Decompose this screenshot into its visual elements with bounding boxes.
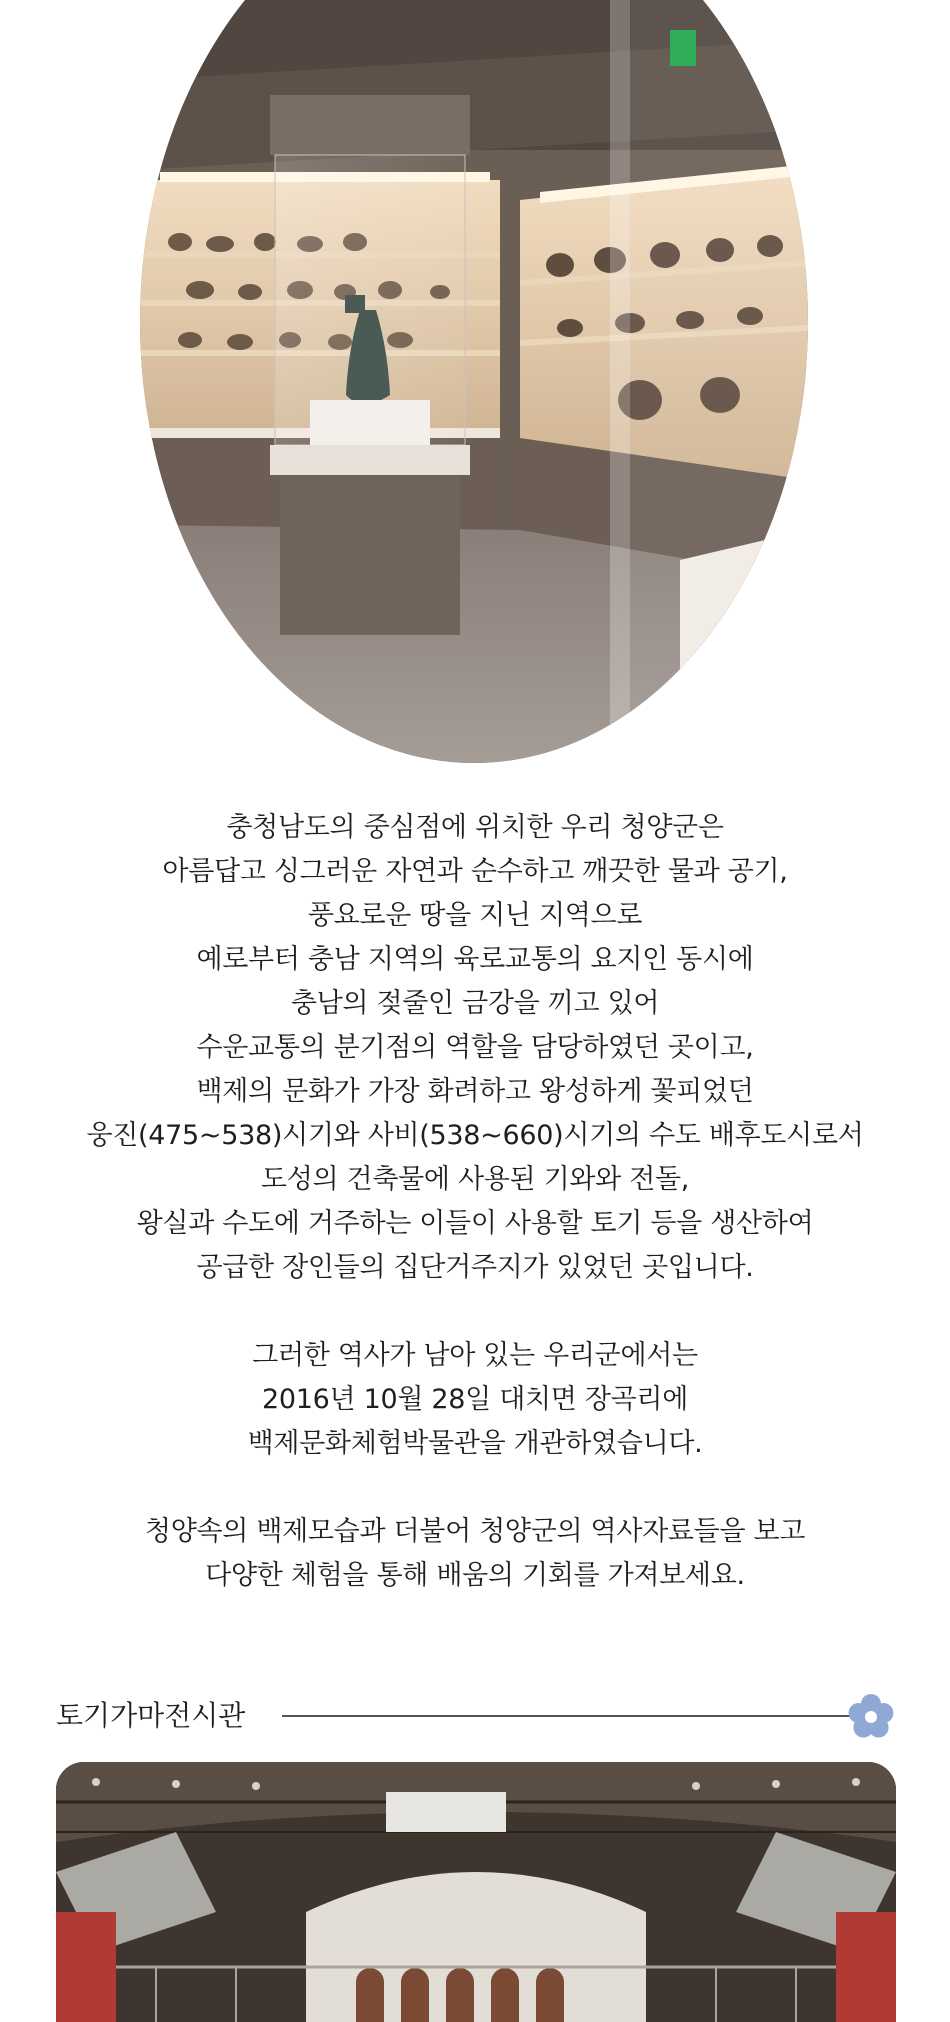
intro-line: 웅진(475~538)시기와 사비(538~660)시기의 수도 배후도시로서: [86, 1120, 864, 1151]
museum-gallery-illustration: [140, 0, 808, 763]
intro-line: 충청남도의 중심점에 위치한 우리 청양군은: [226, 812, 724, 843]
intro-line: 수운교통의 분기점의 역할을 담당하였던 곳이고,: [196, 1032, 754, 1063]
intro-line: 아름답고 싱그러운 자연과 순수하고 깨끗한 물과 공기,: [162, 856, 788, 887]
intro-line: 공급한 장인들의 집단거주지가 있었던 곳입니다.: [196, 1252, 754, 1283]
intro-line: 백제의 문화가 가장 화려하고 왕성하게 꽃피었던: [196, 1076, 754, 1107]
section-heading: [56, 1692, 896, 1740]
kiln-hall-illustration: [56, 1762, 896, 2022]
section-title: 토기가마전시관: [56, 1699, 246, 1732]
intro-paragraph: [0, 1510, 950, 1598]
intro-line: 2016년 10월 28일 대치면 장곡리에: [262, 1384, 688, 1415]
intro-line: 백제문화체험박물관을 개관하였습니다.: [247, 1428, 703, 1459]
flower-icon: [846, 1692, 896, 1742]
intro-paragraph: [0, 806, 950, 1290]
intro-line: 풍요로운 땅을 지닌 지역으로: [307, 900, 643, 931]
intro-line: 청양속의 백제모습과 더불어 청양군의 역사자료들을 보고: [144, 1516, 806, 1547]
museum-gallery-photo: [140, 0, 808, 763]
section-divider: [282, 1715, 886, 1717]
intro-line: 예로부터 충남 지역의 육로교통의 요지인 동시에: [196, 944, 754, 975]
kiln-hall-photo: [56, 1762, 896, 2022]
intro-text: [0, 806, 950, 1598]
intro-line: 그러한 역사가 남아 있는 우리군에서는: [252, 1340, 698, 1371]
intro-line: 충남의 젖줄인 금강을 끼고 있어: [290, 988, 660, 1019]
intro-line: 다양한 체험을 통해 배움의 기회를 가져보세요.: [205, 1560, 745, 1591]
intro-line: 왕실과 수도에 거주하는 이들이 사용할 토기 등을 생산하여: [136, 1208, 814, 1239]
intro-paragraph: [0, 1334, 950, 1466]
intro-line: 도성의 건축물에 사용된 기와와 전돌,: [260, 1164, 690, 1195]
